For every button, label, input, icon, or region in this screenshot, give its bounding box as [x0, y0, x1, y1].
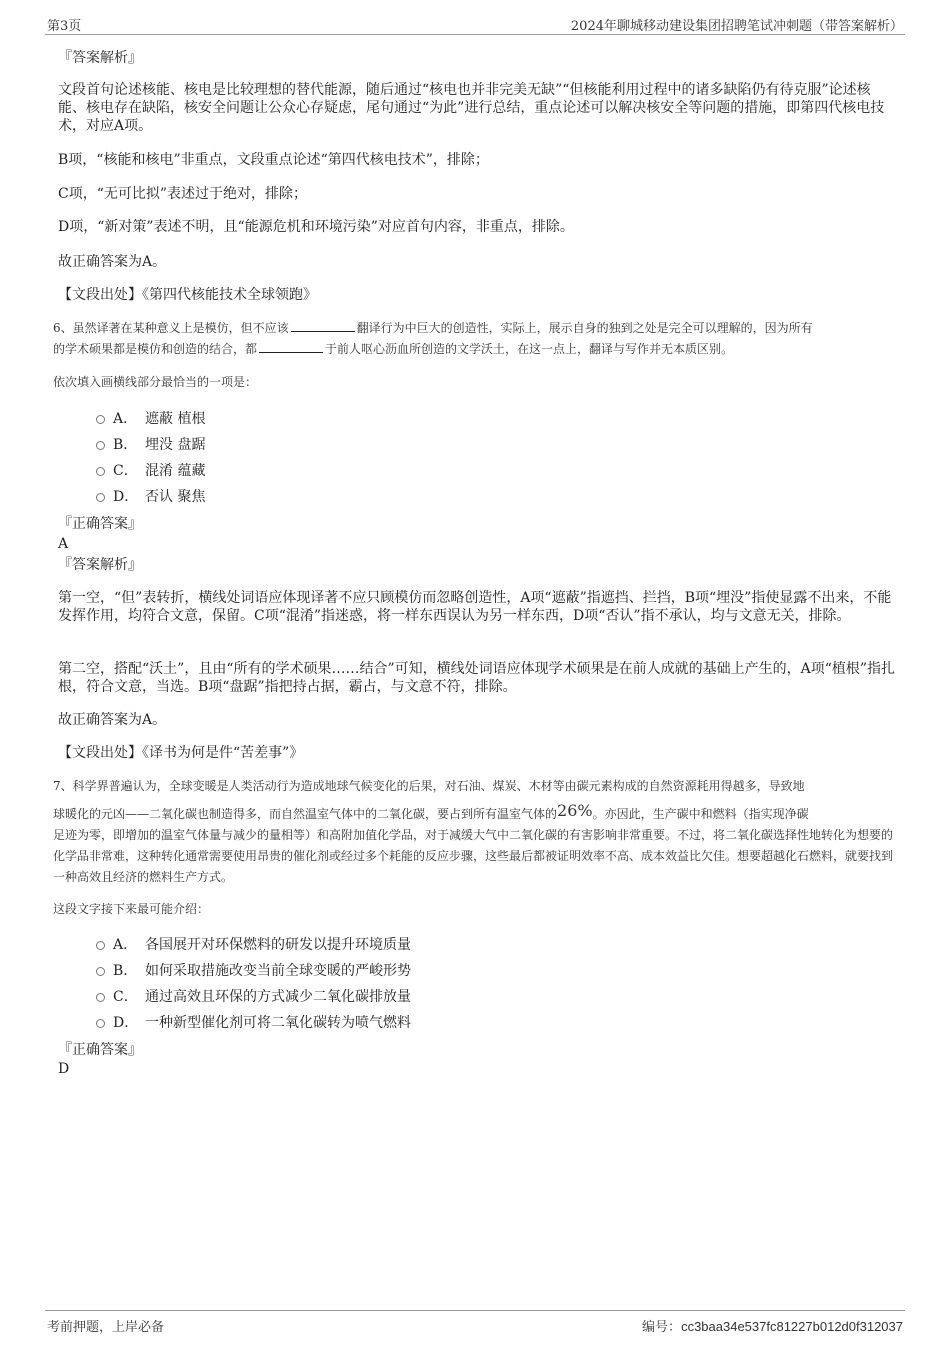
percent-value: 26% [557, 801, 593, 820]
document-title: 2024年聊城移动建设集团招聘笔试冲刺题（带答案解析） [570, 19, 903, 34]
option-d[interactable]: D． 否认 聚焦 [96, 488, 205, 506]
analysis-paragraph: 第一空，“但”表转折，横线处词语应体现译著不应只顾模仿而忽略创造性，A项“遮蔽”指遮挡、拦挡，B项“埋没”指使显露不出来，不能发挥作用，均符合文意，保留。C项“混淆”指迷惑，将一样东西误认为另一样东西，D项“否认”指不承认，均与文意无关，排除。 [58, 590, 892, 624]
option-c[interactable]: C． 通过高效且环保的方式减少二氧化碳排放量 [96, 988, 411, 1006]
question-prompt: 这段文字接下来最可能介绍： [53, 902, 210, 916]
radio-icon[interactable] [96, 1019, 105, 1028]
option-a[interactable]: A． 各国展开对环保燃料的研发以提升环境质量 [96, 936, 411, 954]
radio-icon[interactable] [96, 941, 105, 950]
document-code: 编号：cc3baa34e537fc81227b012d0f312037 [642, 1319, 903, 1335]
answer-label: 『正确答案』 [58, 516, 142, 532]
analysis-paragraph: C项，“无可比拟”表述过于绝对，排除； [58, 186, 308, 202]
question-prompt: 依次填入画横线部分最恰当的一项是： [53, 375, 258, 389]
analysis-label: 『答案解析』 [58, 557, 142, 573]
page-header [45, 14, 905, 35]
analysis-paragraph: D项，“新对策”表述不明，且“能源危机和环境污染”对应首句内容，非重点，排除。 [58, 219, 574, 235]
radio-icon[interactable] [96, 967, 105, 976]
answer-conclusion: 故正确答案为A。 [58, 254, 167, 270]
footer-slogan: 考前押题，上岸必备 [47, 1320, 165, 1335]
page-footer [45, 1310, 905, 1333]
analysis-paragraph: 第二空，搭配“沃土”，且由“所有的学术硕果……结合”可知，横线处词语应体现学术硕果是在前人成就的基础上产生的，A项“植根”指扎根，符合文意，当选。B项“盘踞”指把持占据，霸占，与文意不符，排除。 [58, 661, 896, 695]
radio-icon[interactable] [96, 993, 105, 1002]
option-b[interactable]: B． 埋没 盘踞 [96, 436, 205, 454]
option-c[interactable]: C． 混淆 蕴藏 [96, 462, 205, 480]
option-d[interactable]: D． 一种新型催化剂可将二氧化碳转为喷气燃料 [96, 1014, 411, 1032]
analysis-paragraph: 文段首句论述核能、核电是比较理想的替代能源，随后通过“核电也并非完美无缺”“但核能利用过程中的诸多缺陷仍有待克服”论述核能、核电存在缺陷，核安全问题让公众心存疑虑，尾句通过“为此”进行总结，重点论述可以解决核安全等问题的措施，即第四代核电技术，对应A项。 [58, 82, 885, 134]
analysis-label: 『答案解析』 [58, 50, 142, 66]
radio-icon[interactable] [96, 467, 105, 476]
fill-blank [259, 340, 323, 353]
radio-icon[interactable] [96, 493, 105, 502]
fill-blank [291, 319, 355, 332]
correct-answer: D [58, 1061, 70, 1077]
option-b[interactable]: B． 如何采取措施改变当前全球变暖的严峻形势 [96, 962, 411, 980]
page-number: 第3页 [47, 19, 82, 34]
passage-source: 【文段出处】《第四代核能技术全球领跑》 [58, 287, 317, 303]
answer-conclusion: 故正确答案为A。 [58, 712, 167, 728]
radio-icon[interactable] [96, 415, 105, 424]
question-stem: 6、虽然译著在某种意义上是模仿，但不应该 翻译行为中巨大的创造性，实际上，展示自身的独到之处是完全可以理解的，因为所有 的学术硕果都是模仿和创造的结合，都 于前人呕心沥血所创造的文学沃土，在这一点上，翻译与写作并无本质区别。 [53, 321, 813, 356]
correct-answer: A [58, 536, 69, 552]
option-a[interactable]: A． 遮蔽 植根 [96, 410, 205, 428]
answer-label: 『正确答案』 [58, 1042, 142, 1058]
radio-icon[interactable] [96, 441, 105, 450]
passage-source: 【文段出处】《译书为何是件“苦差事”》 [58, 745, 304, 761]
question-stem: 7、科学界普遍认为，全球变暖是人类活动行为造成地球气候变化的后果，对石油、煤炭、木材等由碳元素构成的自然资源耗用得越多，导致地 球暖化的元凶——二氧化碳也制造得多，而自然温室气体中的二氧化碳，要占到所有温室气体的26%。亦因此，生产碳中和燃料（指实现净碳 足迹为零，即增加的温室气体量与减少的量相等）和高附加值化学品，对于减缓大气中二氧化碳的有害影响非常重要。不过，将二氧化碳选择性地转化为想要的化学品非常难，这种转化通常需要使用昂贵的催化剂或经过多个耗能的反应步骤，这些最后都被证明效率不高、成本效益比欠佳。想要超越化石燃料，就要找到一种高效且经济的燃料生产方式。 [53, 779, 894, 884]
analysis-paragraph: B项，“核能和核电”非重点，文段重点论述“第四代核电技术”，排除； [58, 152, 489, 168]
